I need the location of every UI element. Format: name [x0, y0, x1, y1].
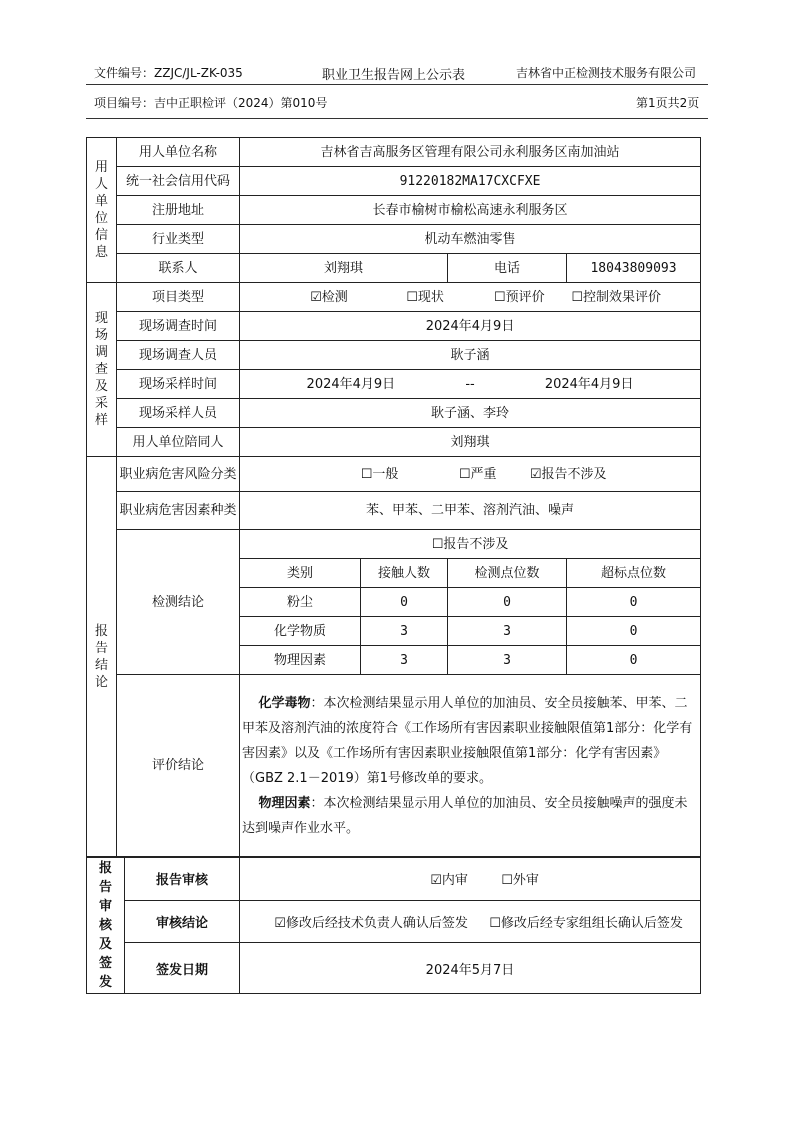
checkbox-pre-evaluation: ☐预评价: [493, 289, 545, 305]
sampling-end: 2024年4月9日: [544, 376, 634, 392]
checkbox-tech-lead-confirm: ☑修改后经技术负责人确认后签发: [274, 915, 468, 931]
audit-result-label: 审核结论: [125, 900, 240, 943]
address: 长春市榆树市榆松高速永利服务区: [240, 196, 701, 225]
issue-date-label: 签发日期: [125, 943, 240, 994]
row-exposed-count: 0: [361, 588, 448, 617]
row-point-count: 3: [448, 646, 567, 675]
sampling-staff: 耿子涵、李玲: [240, 399, 701, 428]
col-header-exceed-count: 超标点位数: [567, 559, 701, 588]
row-category: 物理因素: [240, 646, 361, 675]
chemical-text: ：本次检测结果显示用人单位的加油员、安全员接触苯、甲苯、二甲苯及溶剂汽油的浓度符合《工作场所有害因素职业接触限值第1部分：化学有害因素》以及《工作场所有害因素职业接触限值第1部分：化学有害因素》（GBZ 2.1－2019）第1号修改单的要求。: [242, 695, 693, 786]
contact-label: 联系人: [117, 254, 240, 283]
checkbox-risk-general: ☐一般: [360, 466, 399, 482]
address-label: 注册地址: [117, 196, 240, 225]
section-report-conclusion: 报 告 结 论: [87, 457, 117, 857]
evaluation-conclusion-text: [240, 675, 701, 857]
survey-staff: 耿子涵: [240, 341, 701, 370]
physical-text: ：本次检测结果显示用人单位的加油员、安全员接触噪声的强度未达到噪声作业水平。: [242, 795, 688, 836]
survey-time: 2024年4月9日: [240, 312, 701, 341]
physical-conclusion: [242, 791, 698, 841]
industry: 机动车燃油零售: [240, 225, 701, 254]
row-exposed-count: 3: [361, 617, 448, 646]
row-exceed-count: 0: [567, 617, 701, 646]
row-point-count: 3: [448, 617, 567, 646]
col-header-point-count: 检测点位数: [448, 559, 567, 588]
phone-label: 电话: [448, 254, 567, 283]
chemical-conclusion: [242, 691, 698, 791]
sampling-separator: --: [465, 376, 475, 392]
row-exceed-count: 0: [567, 646, 701, 675]
col-header-category: 类别: [240, 559, 361, 588]
project-number: 项目编号：吉中正职检评（2024）第010号: [94, 96, 328, 110]
audit-result-options: [240, 900, 701, 943]
audit-label: 报告审核: [125, 858, 240, 901]
issue-date: 2024年5月7日: [240, 943, 701, 994]
checkbox-status: ☐现状: [406, 289, 444, 305]
employer-name: 吉林省吉高服务区管理有限公司永利服务区南加油站: [240, 138, 701, 167]
row-category: 粉尘: [240, 588, 361, 617]
company-name: 吉林省中正检测技术服务有限公司: [516, 66, 697, 80]
sampling-start: 2024年4月9日: [306, 376, 396, 392]
document-title: 职业卫生报告网上公示表: [322, 68, 466, 83]
factor-types: 苯、甲苯、二甲苯、溶剂汽油、噪声: [240, 492, 701, 530]
page-info: 第1页共2页: [636, 96, 700, 110]
sampling-time: [240, 370, 701, 399]
header-divider: [86, 84, 708, 85]
disclosure-table: [86, 137, 701, 857]
row-point-count: 0: [448, 588, 567, 617]
survey-time-label: 现场调查时间: [117, 312, 240, 341]
review-table: [86, 857, 701, 994]
survey-staff-label: 现场调查人员: [117, 341, 240, 370]
accompany-label: 用人单位陪同人: [117, 428, 240, 457]
evaluation-conclusion-label: 评价结论: [117, 675, 240, 857]
section-review-issue: 报 告 审 核 及 签 发: [87, 858, 125, 994]
chemical-lead: 化学毒物: [258, 695, 311, 711]
header-divider-2: [86, 118, 708, 119]
physical-lead: 物理因素: [258, 795, 311, 811]
section-employer-info: 用 人 单 位 信 息: [87, 138, 117, 283]
checkbox-external-audit: ☐外审: [501, 873, 539, 889]
file-number: 文件编号：ZZJC/JL-ZK-035: [94, 66, 243, 80]
row-exceed-count: 0: [567, 588, 701, 617]
sampling-time-label: 现场采样时间: [117, 370, 240, 399]
checkbox-risk-not-involved: ☑报告不涉及: [529, 466, 607, 482]
checkbox-internal-audit: ☑内审: [430, 873, 468, 889]
checkbox-detection-not-involved: ☐报告不涉及: [240, 530, 701, 559]
credit-code: 91220182MA17CXCFXE: [240, 167, 701, 196]
section-survey-sampling: 现 场 调 查 及 采 样: [87, 283, 117, 457]
contact-name: 刘翔琪: [240, 254, 448, 283]
accompany-person: 刘翔琪: [240, 428, 701, 457]
project-type-label: 项目类型: [117, 283, 240, 312]
checkbox-risk-serious: ☐严重: [458, 466, 497, 482]
risk-class-label: 职业病危害风险分类: [117, 457, 240, 492]
audit-options: [240, 858, 701, 901]
checkbox-expert-lead-confirm: ☐修改后经专家组组长确认后签发: [489, 915, 683, 931]
row-category: 化学物质: [240, 617, 361, 646]
risk-class-options: [240, 457, 701, 492]
employer-name-label: 用人单位名称: [117, 138, 240, 167]
sampling-staff-label: 现场采样人员: [117, 399, 240, 428]
checkbox-detection: ☑检测: [310, 289, 348, 305]
phone-number: 18043809093: [567, 254, 701, 283]
col-header-exposed-count: 接触人数: [361, 559, 448, 588]
detection-conclusion-label: 检测结论: [117, 530, 240, 675]
row-exposed-count: 3: [361, 646, 448, 675]
project-type-options: [240, 283, 701, 312]
credit-code-label: 统一社会信用代码: [117, 167, 240, 196]
industry-label: 行业类型: [117, 225, 240, 254]
factor-type-label: 职业病危害因素种类: [117, 492, 240, 530]
checkbox-control-evaluation: ☐控制效果评价: [571, 289, 662, 305]
